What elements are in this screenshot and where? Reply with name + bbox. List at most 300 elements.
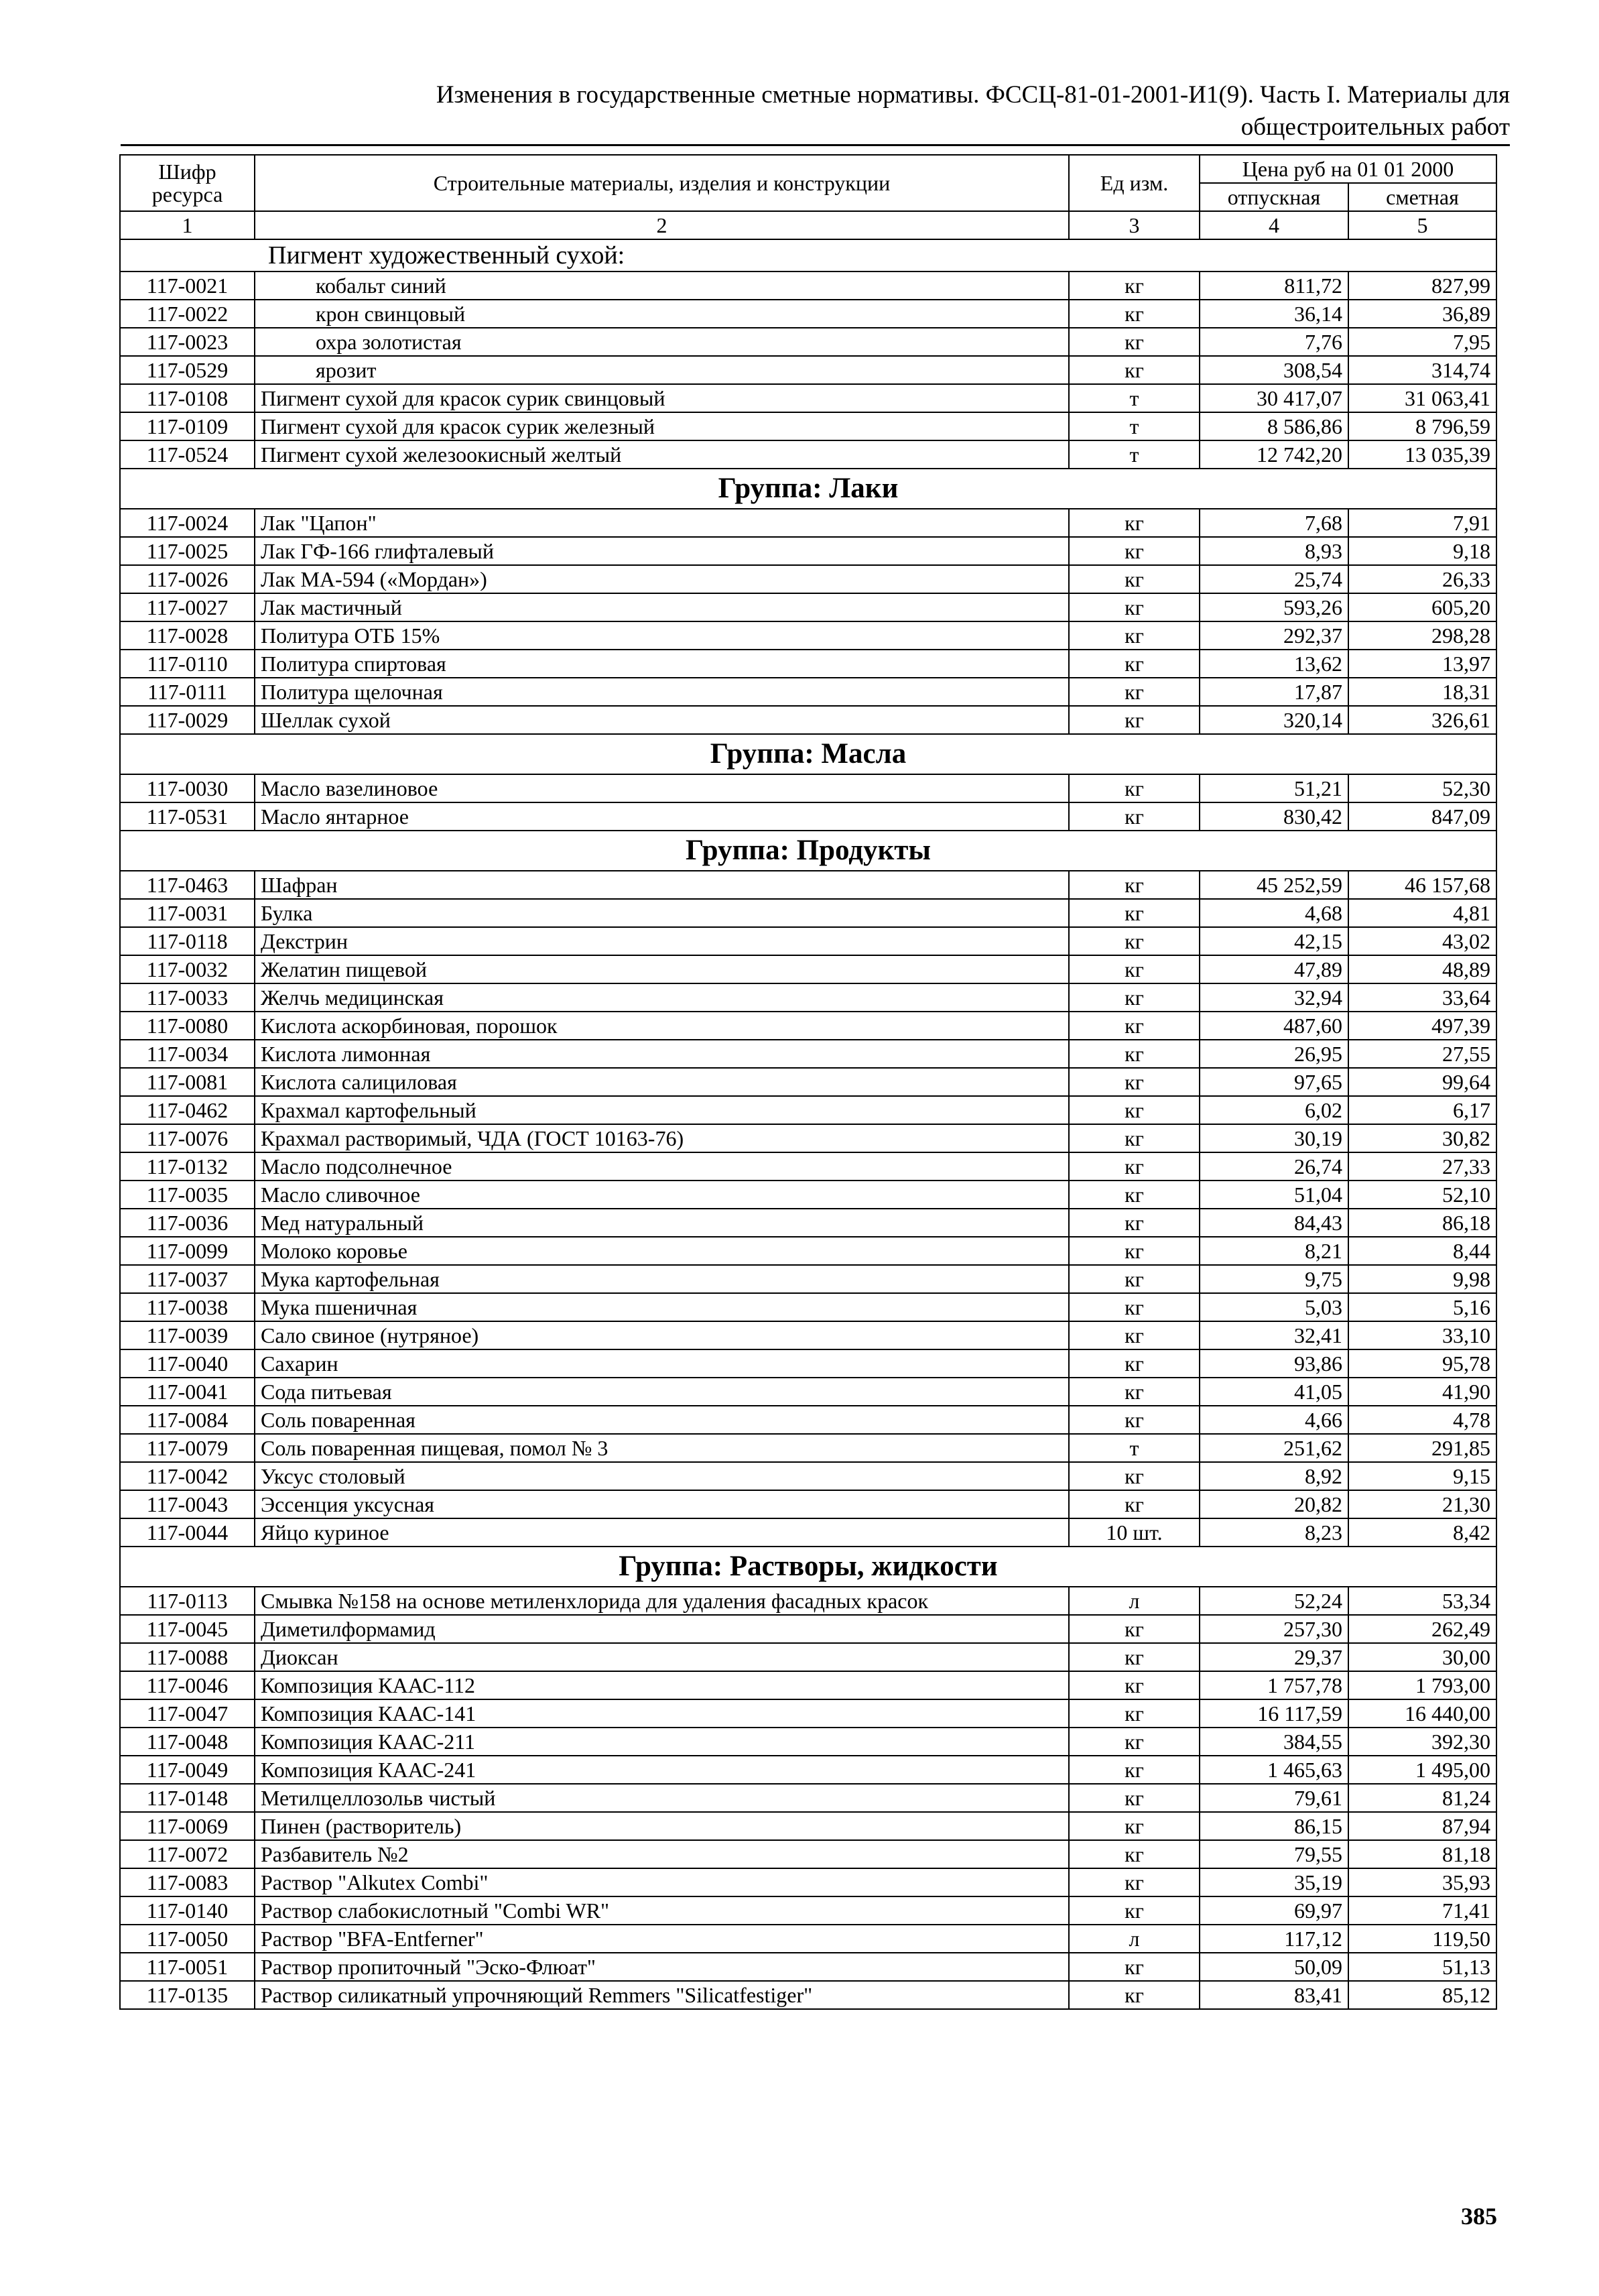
- resource-code-cell: 117-0088: [120, 1643, 255, 1671]
- unit-cell: кг: [1069, 1840, 1200, 1868]
- material-name-cell: Кислота салициловая: [255, 1068, 1069, 1096]
- table-row: [120, 1096, 1496, 1124]
- material-name-cell: Сало свиное (нутряное): [255, 1321, 1069, 1349]
- unit-cell: л: [1069, 1925, 1200, 1953]
- unit-cell: кг: [1069, 1096, 1200, 1124]
- unit-cell: кг: [1069, 593, 1200, 621]
- resource-code-cell: 117-0109: [120, 412, 255, 440]
- table-row: [120, 412, 1496, 440]
- material-name-cell: Разбавитель №2: [255, 1840, 1069, 1868]
- material-name-cell: Сахарин: [255, 1349, 1069, 1378]
- estimate-price-cell: 7,95: [1348, 328, 1496, 356]
- resource-code-cell: 117-0040: [120, 1349, 255, 1378]
- release-price-cell: 5,03: [1200, 1293, 1348, 1321]
- table-row: [120, 1953, 1496, 1981]
- estimate-price-cell: 847,09: [1348, 802, 1496, 831]
- material-name-cell: Лак "Цапон": [255, 509, 1069, 537]
- unit-cell: кг: [1069, 1868, 1200, 1896]
- unit-cell: кг: [1069, 1462, 1200, 1490]
- table-row: [120, 509, 1496, 537]
- table-row: [120, 1490, 1496, 1518]
- table-row: [120, 537, 1496, 565]
- table-row: [120, 1237, 1496, 1265]
- material-name-cell: Уксус столовый: [255, 1462, 1069, 1490]
- estimate-price-cell: 46 157,68: [1348, 871, 1496, 899]
- table-row: [120, 955, 1496, 983]
- material-name-cell: Желчь медицинская: [255, 983, 1069, 1012]
- subheading-row: [120, 239, 1496, 271]
- estimate-price-cell: 53,34: [1348, 1587, 1496, 1615]
- table-row: [120, 1462, 1496, 1490]
- estimate-price-cell: 30,82: [1348, 1124, 1496, 1152]
- estimate-price-cell: 48,89: [1348, 955, 1496, 983]
- table-row: [120, 1587, 1496, 1615]
- material-name-cell: Пинен (растворитель): [255, 1812, 1069, 1840]
- estimate-price-cell: 314,74: [1348, 356, 1496, 384]
- material-name-cell: охра золотистая: [255, 328, 1069, 356]
- unit-cell: кг: [1069, 1209, 1200, 1237]
- resource-code-cell: 117-0148: [120, 1784, 255, 1812]
- unit-cell: кг: [1069, 774, 1200, 802]
- unit-cell: кг: [1069, 565, 1200, 593]
- column-number-5: 5: [1348, 211, 1496, 239]
- table-row: [120, 1896, 1496, 1925]
- release-price-cell: 1 465,63: [1200, 1756, 1348, 1784]
- material-name-cell: Шеллак сухой: [255, 706, 1069, 734]
- table-row: [120, 1293, 1496, 1321]
- release-price-cell: 83,41: [1200, 1981, 1348, 2009]
- release-price-cell: 84,43: [1200, 1209, 1348, 1237]
- release-price-cell: 251,62: [1200, 1434, 1348, 1462]
- table-row: [120, 1321, 1496, 1349]
- resource-code-cell: 117-0118: [120, 927, 255, 955]
- estimate-price-cell: 71,41: [1348, 1896, 1496, 1925]
- header-divider: [121, 144, 1510, 146]
- material-name-cell: Пигмент сухой для красок сурик свинцовый: [255, 384, 1069, 412]
- estimate-price-cell: 9,98: [1348, 1265, 1496, 1293]
- unit-cell: кг: [1069, 802, 1200, 831]
- resource-code-cell: 117-0023: [120, 328, 255, 356]
- unit-cell: кг: [1069, 1406, 1200, 1434]
- release-price-cell: 69,97: [1200, 1896, 1348, 1925]
- unit-cell: кг: [1069, 1784, 1200, 1812]
- estimate-price-cell: 4,78: [1348, 1406, 1496, 1434]
- estimate-price-cell: 9,18: [1348, 537, 1496, 565]
- resource-code-cell: 117-0084: [120, 1406, 255, 1434]
- material-name-cell: кобальт синий: [255, 271, 1069, 300]
- material-name-cell: Соль поваренная пищевая, помол № 3: [255, 1434, 1069, 1462]
- material-name-cell: Эссенция уксусная: [255, 1490, 1069, 1518]
- header-price: Цена руб на 01 01 2000: [1200, 155, 1496, 183]
- release-price-cell: 830,42: [1200, 802, 1348, 831]
- resource-code-cell: 117-0037: [120, 1265, 255, 1293]
- resource-code-cell: 117-0110: [120, 650, 255, 678]
- estimate-price-cell: 827,99: [1348, 271, 1496, 300]
- resource-code-cell: 117-0045: [120, 1615, 255, 1643]
- release-price-cell: 7,68: [1200, 509, 1348, 537]
- material-name-cell: Диоксан: [255, 1643, 1069, 1671]
- estimate-price-cell: 36,89: [1348, 300, 1496, 328]
- estimate-price-cell: 31 063,41: [1348, 384, 1496, 412]
- price-table: [119, 154, 1497, 2010]
- unit-cell: кг: [1069, 1068, 1200, 1096]
- table-row: [120, 1378, 1496, 1406]
- table-row: [120, 1756, 1496, 1784]
- table-row: [120, 1981, 1496, 2009]
- estimate-price-cell: 7,91: [1348, 509, 1496, 537]
- material-name-cell: Смывка №158 на основе метиленхлорида для удаления фасадных красок: [255, 1587, 1069, 1615]
- table-row: [120, 1209, 1496, 1237]
- unit-cell: кг: [1069, 1012, 1200, 1040]
- release-price-cell: 25,74: [1200, 565, 1348, 593]
- material-name-cell: Крахмал растворимый, ЧДА (ГОСТ 10163-76): [255, 1124, 1069, 1152]
- estimate-price-cell: 27,55: [1348, 1040, 1496, 1068]
- table-row: [120, 1152, 1496, 1181]
- release-price-cell: 8,92: [1200, 1462, 1348, 1490]
- column-number-2: 2: [255, 211, 1069, 239]
- resource-code-cell: 117-0132: [120, 1152, 255, 1181]
- estimate-price-cell: 52,30: [1348, 774, 1496, 802]
- release-price-cell: 86,15: [1200, 1812, 1348, 1840]
- estimate-price-cell: 21,30: [1348, 1490, 1496, 1518]
- resource-code-cell: 117-0035: [120, 1181, 255, 1209]
- estimate-price-cell: 86,18: [1348, 1209, 1496, 1237]
- resource-code-cell: 117-0021: [120, 271, 255, 300]
- release-price-cell: 20,82: [1200, 1490, 1348, 1518]
- estimate-price-cell: 9,15: [1348, 1462, 1496, 1490]
- resource-code-cell: 117-0113: [120, 1587, 255, 1615]
- release-price-cell: 51,04: [1200, 1181, 1348, 1209]
- material-name-cell: Политура щелочная: [255, 678, 1069, 706]
- table-row: [120, 593, 1496, 621]
- material-name-cell: Булка: [255, 899, 1069, 927]
- release-price-cell: 1 757,78: [1200, 1671, 1348, 1699]
- resource-code-cell: 117-0046: [120, 1671, 255, 1699]
- estimate-price-cell: 13 035,39: [1348, 440, 1496, 469]
- unit-cell: т: [1069, 384, 1200, 412]
- column-number-1: 1: [120, 211, 255, 239]
- resource-code-cell: 117-0135: [120, 1981, 255, 2009]
- material-name-cell: Композиция КААС-141: [255, 1699, 1069, 1728]
- unit-cell: кг: [1069, 1699, 1200, 1728]
- table-row: [120, 300, 1496, 328]
- release-price-cell: 13,62: [1200, 650, 1348, 678]
- resource-code-cell: 117-0033: [120, 983, 255, 1012]
- estimate-price-cell: 51,13: [1348, 1953, 1496, 1981]
- table-row: [120, 1349, 1496, 1378]
- estimate-price-cell: 43,02: [1348, 927, 1496, 955]
- unit-cell: л: [1069, 1587, 1200, 1615]
- estimate-price-cell: 8,44: [1348, 1237, 1496, 1265]
- unit-cell: кг: [1069, 509, 1200, 537]
- release-price-cell: 320,14: [1200, 706, 1348, 734]
- header-line-1: Изменения в государственные сметные нормативы. ФССЦ-81-01-2001-И1(9). Часть I. Материалы для: [436, 81, 1510, 109]
- release-price-cell: 93,86: [1200, 1349, 1348, 1378]
- header-unit: Ед изм.: [1069, 155, 1200, 211]
- resource-code-cell: 117-0022: [120, 300, 255, 328]
- release-price-cell: 32,94: [1200, 983, 1348, 1012]
- material-name-cell: Молоко коровье: [255, 1237, 1069, 1265]
- unit-cell: кг: [1069, 1812, 1200, 1840]
- table-row: [120, 384, 1496, 412]
- unit-cell: кг: [1069, 1237, 1200, 1265]
- material-name-cell: Лак мастичный: [255, 593, 1069, 621]
- release-price-cell: 45 252,59: [1200, 871, 1348, 899]
- release-price-cell: 97,65: [1200, 1068, 1348, 1096]
- group-heading-row: [120, 1547, 1496, 1587]
- table-row: [120, 1265, 1496, 1293]
- unit-cell: кг: [1069, 1671, 1200, 1699]
- estimate-price-cell: 4,81: [1348, 899, 1496, 927]
- group-title: Группа: Масла: [120, 734, 1496, 774]
- estimate-price-cell: 95,78: [1348, 1349, 1496, 1378]
- release-price-cell: 257,30: [1200, 1615, 1348, 1643]
- table-row: [120, 1699, 1496, 1728]
- table-row: [120, 440, 1496, 469]
- material-name-cell: Раствор силикатный упрочняющий Remmers "Silicatfestiger": [255, 1981, 1069, 2009]
- resource-code-cell: 117-0029: [120, 706, 255, 734]
- resource-code-cell: 117-0072: [120, 1840, 255, 1868]
- estimate-price-cell: 33,64: [1348, 983, 1496, 1012]
- table-row: [120, 1040, 1496, 1068]
- table-row: [120, 1124, 1496, 1152]
- table-row: [120, 565, 1496, 593]
- estimate-price-cell: 298,28: [1348, 621, 1496, 650]
- release-price-cell: 29,37: [1200, 1643, 1348, 1671]
- unit-cell: кг: [1069, 1349, 1200, 1378]
- release-price-cell: 17,87: [1200, 678, 1348, 706]
- release-price-cell: 8,93: [1200, 537, 1348, 565]
- release-price-cell: 51,21: [1200, 774, 1348, 802]
- estimate-price-cell: 326,61: [1348, 706, 1496, 734]
- release-price-cell: 117,12: [1200, 1925, 1348, 1953]
- unit-cell: кг: [1069, 356, 1200, 384]
- estimate-price-cell: 605,20: [1348, 593, 1496, 621]
- estimate-price-cell: 30,00: [1348, 1643, 1496, 1671]
- material-name-cell: Шафран: [255, 871, 1069, 899]
- table-row: [120, 1615, 1496, 1643]
- resource-code-cell: 117-0069: [120, 1812, 255, 1840]
- resource-code-cell: 117-0081: [120, 1068, 255, 1096]
- table-row: [120, 1840, 1496, 1868]
- estimate-price-cell: 8 796,59: [1348, 412, 1496, 440]
- resource-code-cell: 117-0041: [120, 1378, 255, 1406]
- resource-code-cell: 117-0025: [120, 537, 255, 565]
- table-row: [120, 1671, 1496, 1699]
- release-price-cell: 308,54: [1200, 356, 1348, 384]
- estimate-price-cell: 87,94: [1348, 1812, 1496, 1840]
- resource-code-cell: 117-0024: [120, 509, 255, 537]
- table-row: [120, 927, 1496, 955]
- resource-code-cell: 117-0080: [120, 1012, 255, 1040]
- unit-cell: т: [1069, 412, 1200, 440]
- unit-cell: кг: [1069, 1321, 1200, 1349]
- resource-code-cell: 117-0032: [120, 955, 255, 983]
- estimate-price-cell: 35,93: [1348, 1868, 1496, 1896]
- resource-code-cell: 117-0044: [120, 1518, 255, 1547]
- material-name-cell: Раствор слабокислотный "Combi WR": [255, 1896, 1069, 1925]
- material-name-cell: Пигмент сухой железоокисный желтый: [255, 440, 1069, 469]
- release-price-cell: 292,37: [1200, 621, 1348, 650]
- material-name-cell: Композиция КААС-241: [255, 1756, 1069, 1784]
- resource-code-cell: 117-0050: [120, 1925, 255, 1953]
- material-name-cell: Раствор "Alkutex Combi": [255, 1868, 1069, 1896]
- material-name-cell: Диметилформамид: [255, 1615, 1069, 1643]
- unit-cell: кг: [1069, 1490, 1200, 1518]
- resource-code-cell: 117-0051: [120, 1953, 255, 1981]
- resource-code-cell: 117-0048: [120, 1728, 255, 1756]
- table-row: [120, 621, 1496, 650]
- unit-cell: кг: [1069, 678, 1200, 706]
- release-price-cell: 50,09: [1200, 1953, 1348, 1981]
- estimate-price-cell: 1 793,00: [1348, 1671, 1496, 1699]
- estimate-price-cell: 52,10: [1348, 1181, 1496, 1209]
- unit-cell: кг: [1069, 899, 1200, 927]
- estimate-price-cell: 26,33: [1348, 565, 1496, 593]
- column-number-4: 4: [1200, 211, 1348, 239]
- unit-cell: кг: [1069, 1643, 1200, 1671]
- table-row: [120, 650, 1496, 678]
- unit-cell: кг: [1069, 1953, 1200, 1981]
- release-price-cell: 4,66: [1200, 1406, 1348, 1434]
- material-name-cell: Кислота аскорбиновая, порошок: [255, 1012, 1069, 1040]
- material-name-cell: Мука пшеничная: [255, 1293, 1069, 1321]
- release-price-cell: 593,26: [1200, 593, 1348, 621]
- table-row: [120, 1434, 1496, 1462]
- material-name-cell: Композиция КААС-112: [255, 1671, 1069, 1699]
- material-name-cell: Соль поваренная: [255, 1406, 1069, 1434]
- resource-code-cell: 117-0140: [120, 1896, 255, 1925]
- release-price-cell: 8 586,86: [1200, 412, 1348, 440]
- table-row: [120, 1728, 1496, 1756]
- release-price-cell: 79,55: [1200, 1840, 1348, 1868]
- estimate-price-cell: 392,30: [1348, 1728, 1496, 1756]
- unit-cell: кг: [1069, 1896, 1200, 1925]
- estimate-price-cell: 18,31: [1348, 678, 1496, 706]
- resource-code-cell: 117-0463: [120, 871, 255, 899]
- estimate-price-cell: 81,24: [1348, 1784, 1496, 1812]
- resource-code-cell: 117-0099: [120, 1237, 255, 1265]
- resource-code-cell: 117-0529: [120, 356, 255, 384]
- table-row: [120, 1181, 1496, 1209]
- resource-code-cell: 117-0027: [120, 593, 255, 621]
- resource-code-cell: 117-0108: [120, 384, 255, 412]
- group-title: Группа: Лаки: [120, 469, 1496, 509]
- unit-cell: кг: [1069, 1756, 1200, 1784]
- table-row: [120, 1812, 1496, 1840]
- unit-cell: кг: [1069, 1981, 1200, 2009]
- unit-cell: кг: [1069, 1293, 1200, 1321]
- material-name-cell: Кислота лимонная: [255, 1040, 1069, 1068]
- estimate-price-cell: 497,39: [1348, 1012, 1496, 1040]
- release-price-cell: 16 117,59: [1200, 1699, 1348, 1728]
- unit-cell: кг: [1069, 537, 1200, 565]
- unit-cell: кг: [1069, 1124, 1200, 1152]
- material-name-cell: Пигмент сухой для красок сурик железный: [255, 412, 1069, 440]
- release-price-cell: 8,21: [1200, 1237, 1348, 1265]
- table-row: [120, 1406, 1496, 1434]
- material-name-cell: Масло янтарное: [255, 802, 1069, 831]
- table-row: [120, 328, 1496, 356]
- table-row: [120, 706, 1496, 734]
- subheading-title: Пигмент художественный сухой:: [120, 239, 1496, 271]
- material-name-cell: Метилцеллозольв чистый: [255, 1784, 1069, 1812]
- unit-cell: т: [1069, 440, 1200, 469]
- release-price-cell: 52,24: [1200, 1587, 1348, 1615]
- resource-code-cell: 117-0531: [120, 802, 255, 831]
- release-price-cell: 26,74: [1200, 1152, 1348, 1181]
- resource-code-cell: 117-0038: [120, 1293, 255, 1321]
- release-price-cell: 384,55: [1200, 1728, 1348, 1756]
- unit-cell: кг: [1069, 1615, 1200, 1643]
- estimate-price-cell: 13,97: [1348, 650, 1496, 678]
- group-heading-row: [120, 469, 1496, 509]
- table-row: [120, 1925, 1496, 1953]
- group-title: Группа: Растворы, жидкости: [120, 1547, 1496, 1587]
- document-header: [315, 79, 1510, 143]
- unit-cell: кг: [1069, 1265, 1200, 1293]
- material-name-cell: Мука картофельная: [255, 1265, 1069, 1293]
- resource-code-cell: 117-0043: [120, 1490, 255, 1518]
- release-price-cell: 4,68: [1200, 899, 1348, 927]
- group-heading-row: [120, 831, 1496, 871]
- release-price-cell: 36,14: [1200, 300, 1348, 328]
- page-number: 385: [1461, 2203, 1497, 2230]
- unit-cell: кг: [1069, 1181, 1200, 1209]
- material-name-cell: ярозит: [255, 356, 1069, 384]
- estimate-price-cell: 291,85: [1348, 1434, 1496, 1462]
- table-row: [120, 1643, 1496, 1671]
- header-estimate-price: сметная: [1348, 183, 1496, 211]
- resource-code-cell: 117-0042: [120, 1462, 255, 1490]
- unit-cell: кг: [1069, 300, 1200, 328]
- resource-code-cell: 117-0049: [120, 1756, 255, 1784]
- material-name-cell: Масло подсолнечное: [255, 1152, 1069, 1181]
- release-price-cell: 9,75: [1200, 1265, 1348, 1293]
- estimate-price-cell: 41,90: [1348, 1378, 1496, 1406]
- resource-code-cell: 117-0111: [120, 678, 255, 706]
- resource-code-cell: 117-0028: [120, 621, 255, 650]
- release-price-cell: 41,05: [1200, 1378, 1348, 1406]
- estimate-price-cell: 8,42: [1348, 1518, 1496, 1547]
- header-release-price: отпускная: [1200, 183, 1348, 211]
- resource-code-cell: 117-0079: [120, 1434, 255, 1462]
- material-name-cell: Композиция КААС-211: [255, 1728, 1069, 1756]
- resource-code-cell: 117-0462: [120, 1096, 255, 1124]
- resource-code-cell: 117-0039: [120, 1321, 255, 1349]
- resource-code-cell: 117-0036: [120, 1209, 255, 1237]
- resource-code-cell: 117-0083: [120, 1868, 255, 1896]
- resource-code-cell: 117-0076: [120, 1124, 255, 1152]
- table-row: [120, 356, 1496, 384]
- release-price-cell: 12 742,20: [1200, 440, 1348, 469]
- estimate-price-cell: 119,50: [1348, 1925, 1496, 1953]
- unit-cell: кг: [1069, 1378, 1200, 1406]
- resource-code-cell: 117-0034: [120, 1040, 255, 1068]
- table-row: [120, 1012, 1496, 1040]
- unit-cell: 10 шт.: [1069, 1518, 1200, 1547]
- resource-code-cell: 117-0026: [120, 565, 255, 593]
- unit-cell: кг: [1069, 1728, 1200, 1756]
- group-heading-row: [120, 734, 1496, 774]
- release-price-cell: 487,60: [1200, 1012, 1348, 1040]
- unit-cell: кг: [1069, 621, 1200, 650]
- release-price-cell: 35,19: [1200, 1868, 1348, 1896]
- material-name-cell: Политура спиртовая: [255, 650, 1069, 678]
- release-price-cell: 32,41: [1200, 1321, 1348, 1349]
- header-code: Шифр ресурса: [120, 155, 255, 211]
- table-header-row: [120, 155, 1496, 183]
